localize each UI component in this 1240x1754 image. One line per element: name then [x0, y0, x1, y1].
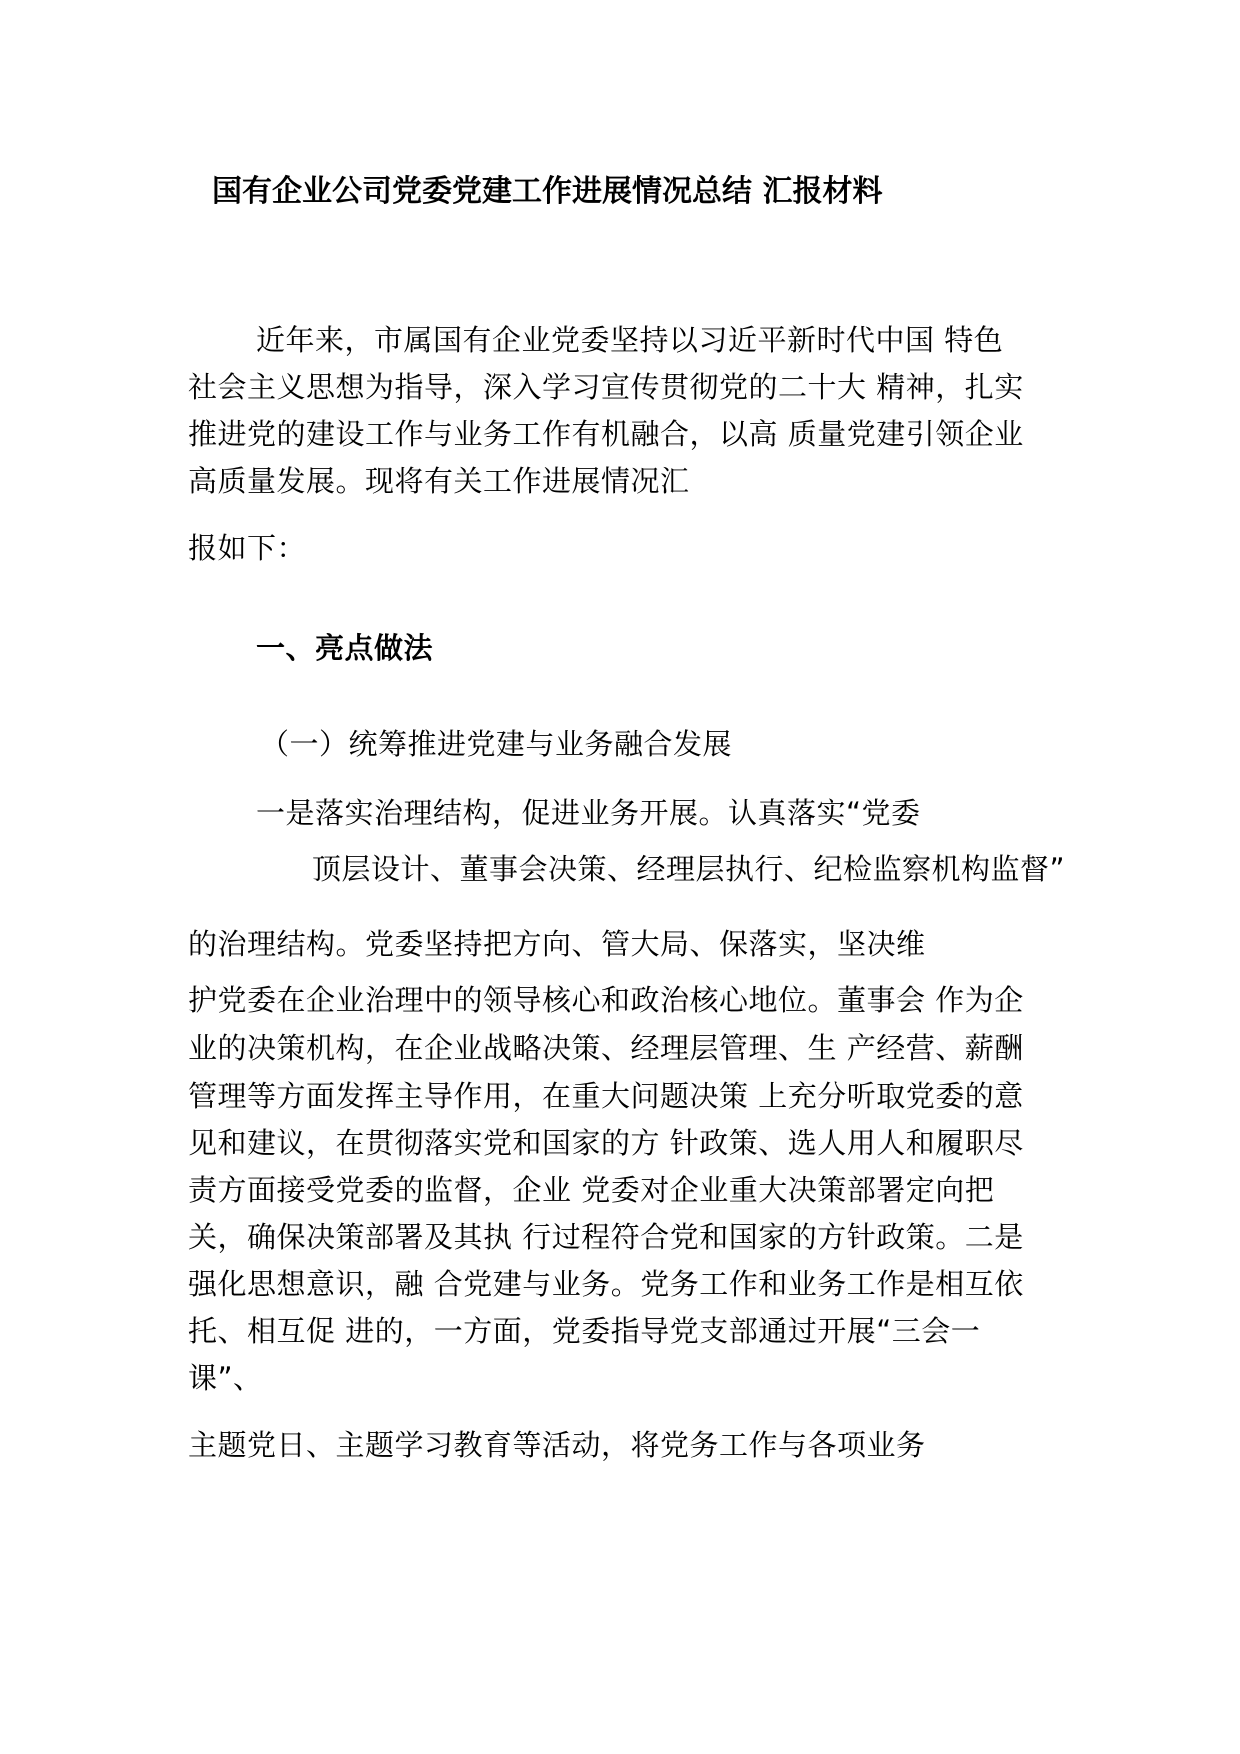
intro-line-5: 报如下：: [188, 531, 307, 565]
subsection-heading: （一）统筹推进党建与业务融合发展: [260, 727, 733, 761]
body-line-10: 强化思想意识，融 合党建与业务。党务工作和业务工作是相互依: [188, 1267, 1024, 1301]
body-line-13: 主题党日、主题学习教育等活动，将党务工作与各项业务: [188, 1428, 926, 1462]
body-line-9: 关，确保决策部署及其执 行过程符合党和国家的方针政策。二是: [188, 1220, 1024, 1254]
body-line-3: 的治理结构。党委坚持把方向、管大局、保落实，坚决维: [188, 927, 926, 961]
body-line-6: 管理等方面发挥主导作用，在重大问题决策 上充分听取党委的意: [188, 1079, 1024, 1113]
intro-line-3: 推进党的建设工作与业务工作有机融合，以高 质量党建引领企业: [188, 417, 1024, 451]
intro-line-4: 高质量发展。现将有关工作进展情况汇: [188, 464, 690, 498]
body-line-2: 顶层设计、董事会决策、经理层执行、纪检监察机构监督”: [312, 852, 1066, 886]
body-line-7: 见和建议，在贯彻落实党和国家的方 针政策、选人用人和履职尽: [188, 1126, 1024, 1160]
body-line-11: 托、相互促 进的，一方面，党委指导党支部通过开展“三会一: [188, 1314, 981, 1348]
body-line-4: 护党委在企业治理中的领导核心和政治核心地位。董事会 作为企: [188, 983, 1024, 1017]
intro-line-2: 社会主义思想为指导，深入学习宣传贯彻党的二十大 精神，扎实: [188, 370, 1024, 404]
document-title: 国有企业公司党委党建工作进展情况总结 汇报材料: [212, 174, 883, 209]
section-heading: 一、亮点做法: [256, 631, 434, 665]
body-line-12: 课”、: [188, 1361, 263, 1395]
body-line-5: 业的决策机构，在企业战略决策、经理层管理、生 产经营、薪酬: [188, 1031, 1024, 1065]
body-line-1: 一是落实治理结构，促进业务开展。认真落实“党委: [256, 796, 921, 830]
body-line-8: 责方面接受党委的监督，企业 党委对企业重大决策部署定向把: [188, 1173, 995, 1207]
intro-line-1: 近年来，市属国有企业党委坚持以习近平新时代中国 特色: [256, 323, 1004, 357]
